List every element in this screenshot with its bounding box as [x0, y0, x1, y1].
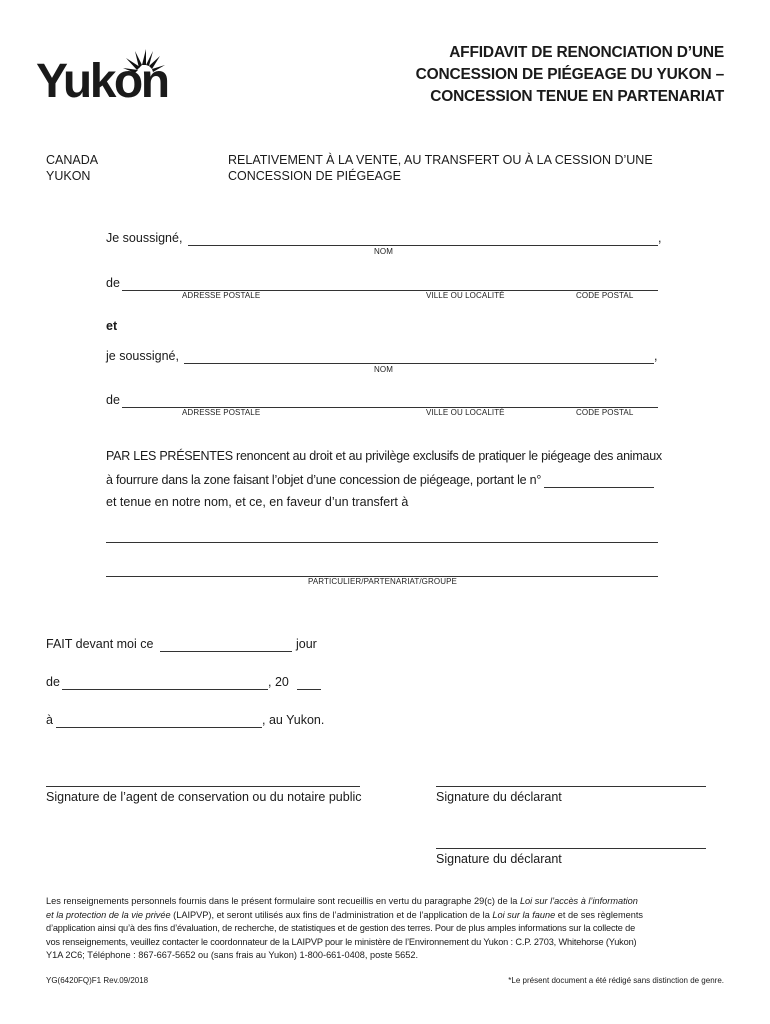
recipient-field-line-1[interactable] [106, 528, 658, 543]
privacy-notice-line-5: Y1A 2C6; Téléphone : 867-667-5652 ou (sans frais au Yukon) 1-800-661-0408, poste 5652. [46, 950, 419, 960]
privacy-notice-line-3: d’application ainsi qu’à des fins d’évaluation, de recherche, de statistiques et de gestion des terres. Pour de plus amples informations sur la collecte de [46, 923, 636, 933]
privacy-notice-line-4: vos renseignements, veuillez contacter le coordonnateur de la LAIPVP pour le ministère de l’Environnement du Yukon : C.P. 2703, Whitehorse (Yukon) [46, 936, 637, 947]
privacy-notice-line-1 [46, 895, 736, 909]
privacy-notice [46, 895, 736, 963]
sworn-month-prefix: de [46, 675, 60, 689]
title-line-1: AFFIDAVIT DE RENONCIATION D’UNE [449, 44, 724, 61]
form-title [344, 42, 724, 108]
renunciation-line-1: PAR LES PRÉSENTES renoncent au droit et au privilège exclusifs de pratiquer le piégeage des animaux [106, 449, 662, 463]
renunciation-line-2: à fourrure dans la zone faisant l’objet d’une concession de piégeage, portant le n° [106, 473, 542, 487]
declarant1-prefix: Je soussigné, [106, 231, 183, 245]
officer-signature-field[interactable] [46, 772, 360, 787]
declarant2-city-caption: VILLE OU LOCALITÉ [426, 408, 505, 417]
sworn-place-field[interactable] [56, 713, 262, 728]
officer-signature-label: Signature de l’agent de conservation ou du notaire public [46, 790, 362, 804]
notice-text-a: Les renseignements personnels fournis dans le présent formulaire sont recueillis en vertu du paragraphe 29(c) de la [46, 896, 520, 906]
privacy-notice-line-2 [46, 909, 736, 923]
sworn-year-prefix: , 20 [268, 675, 289, 689]
declarant1-name-caption: NOM [374, 247, 393, 256]
yukon-logo [36, 48, 176, 106]
declarant1-city-caption: VILLE OU LOCALITÉ [426, 291, 505, 300]
declarant1-signature-field[interactable] [436, 772, 706, 787]
notice-text-b: (LAIPVP), et seront utilisés aux fins de l’administration et de l’application de la [170, 909, 493, 920]
sworn-day-field[interactable] [160, 637, 292, 652]
declarant2-prefix: je soussigné, [106, 349, 179, 363]
declarant2-suffix: , [654, 349, 658, 363]
sworn-place-suffix: , au Yukon. [262, 713, 325, 727]
sworn-place-prefix: à [46, 713, 53, 727]
declarant2-signature-label: Signature du déclarant [436, 852, 562, 866]
declarant2-postal-caption: CODE POSTAL [576, 408, 634, 417]
jurisdiction-yukon: YUKON [46, 169, 91, 183]
declarant1-suffix: , [658, 231, 662, 245]
declarant1-signature-label: Signature du déclarant [436, 790, 562, 804]
declarant2-address-caption: ADRESSE POSTALE [182, 408, 261, 417]
notice-law-2: Loi sur la faune [492, 909, 556, 920]
regarding-line-2: CONCESSION DE PIÉGEAGE [228, 169, 401, 183]
notice-law-1b: et la protection de la vie privée [46, 909, 171, 920]
jurisdiction-canada: CANADA [46, 153, 99, 167]
declarant1-postal-caption: CODE POSTAL [576, 291, 634, 300]
declarant2-signature-field[interactable] [436, 834, 706, 849]
declarant2-name-field[interactable] [184, 349, 654, 364]
concession-number-field[interactable] [544, 473, 654, 488]
declarant2-name-caption: NOM [374, 365, 393, 374]
notice-law-1a: Loi sur l’accès à l’information [519, 896, 638, 906]
declarant1-address-prefix: de [106, 276, 120, 290]
jurisdiction-block [46, 152, 98, 184]
gender-note: *Le présent document a été rédigé sans distinction de genre. [508, 976, 724, 985]
declarant1-address-caption: ADRESSE POSTALE [182, 291, 261, 300]
form-code: YG(6420FQ)F1 Rev.09/2018 [46, 976, 149, 985]
regarding-line-1: RELATIVEMENT À LA VENTE, AU TRANSFERT OU À LA CESSION D’UNE [228, 153, 653, 167]
notice-text-c: et de ses règlements [555, 909, 644, 920]
renunciation-line-3: et tenue en notre nom, et ce, en faveur d’un transfert à [106, 495, 409, 509]
title-line-2: CONCESSION DE PIÉGEAGE DU YUKON – [415, 66, 724, 83]
declarant2-address-prefix: de [106, 393, 120, 407]
sworn-month-field[interactable] [62, 675, 268, 690]
sworn-year-field[interactable] [297, 675, 321, 690]
recipient-caption: PARTICULIER/PARTENARIAT/GROUPE [308, 577, 457, 586]
sworn-before-prefix: FAIT devant moi ce [46, 637, 154, 651]
declarant1-name-field[interactable] [188, 231, 658, 246]
declarant2-address-field[interactable] [122, 393, 658, 408]
recipient-field-line-2[interactable] [106, 562, 658, 577]
sworn-day-suffix: jour [296, 637, 317, 651]
regarding-statement [228, 152, 653, 184]
title-line-3: CONCESSION TENUE EN PARTENARIAT [430, 88, 724, 105]
declarant1-address-field[interactable] [122, 276, 658, 291]
and-label: et [106, 319, 118, 333]
logo-wordmark: Yukon [36, 55, 168, 108]
